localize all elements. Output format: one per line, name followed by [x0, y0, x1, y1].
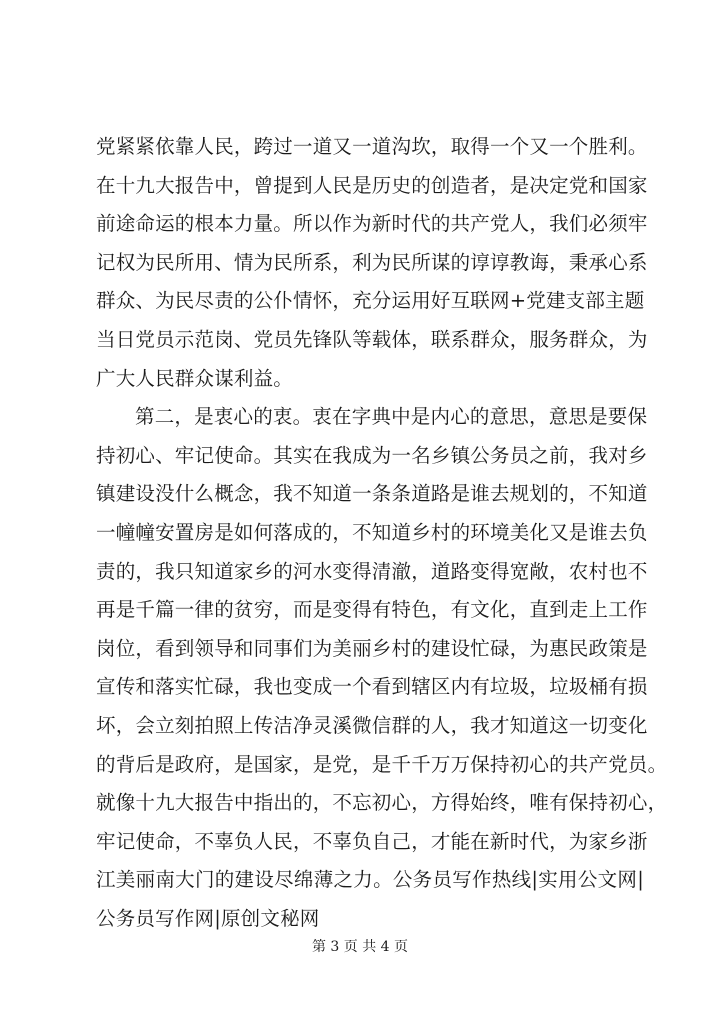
paragraph-2-line: 再是千篇一律的贫穷，而是变得有特色，有文化，直到走上工作: [96, 598, 648, 622]
paragraph-2-line: 镇建设没什么概念，我不知道一条条道路是谁去规划的，不知道: [96, 482, 648, 506]
page-number-footer: 第 3 页 共 4 页: [311, 939, 409, 955]
paragraph-1-line: 前途命运的根本力量。所以作为新时代的共产党人，我们必须牢: [96, 212, 648, 236]
paragraph-2-line: 就像十九大报告中指出的，不忘初心，方得始终，唯有保持初心，: [96, 791, 668, 815]
paragraph-2-line: 宣传和落实忙碌，我也变成一个看到辖区内有垃圾，垃圾桶有损: [96, 675, 648, 699]
paragraph-1-line: 广大人民群众谋利益。: [96, 366, 294, 390]
document-body: [96, 128, 668, 938]
paragraph-2-line: 岗位，看到领导和同事们为美丽乡村的建设忙碌，为惠民政策是: [96, 636, 648, 660]
paragraph-2-line: 江美丽南大门的建设尽绵薄之力。公务员写作热线|实用公文网|: [96, 868, 644, 892]
paragraph-1-line: 群众、为民尽责的公仆情怀，充分运用好互联网+党建支部主题: [96, 289, 645, 313]
paragraph-2-line: 持初心、牢记使命。其实在我成为一名乡镇公务员之前，我对乡: [96, 443, 648, 467]
paragraph-1-line: 记权为民所用、情为民所系，利为民所谋的谆谆教诲，秉承心系: [96, 250, 648, 274]
paragraph-2-line: 坏，会立刻拍照上传洁净灵溪微信群的人，我才知道这一切变化: [96, 713, 648, 737]
paragraph-1-line: 党紧紧依靠人民，跨过一道又一道沟坎，取得一个又一个胜利。: [96, 135, 648, 158]
paragraph-2-line: 责的，我只知道家乡的河水变得清澈，道路变得宽敞，农村也不: [96, 559, 648, 583]
paragraph-1-line: 当日党员示范岗、党员先锋队等载体，联系群众，服务群众，为: [96, 327, 648, 351]
paragraph-2-line: 公务员写作网|原创文秘网: [96, 906, 320, 930]
paragraph-2-line: 一幢幢安置房是如何落成的，不知道乡村的环境美化又是谁去负: [96, 520, 648, 544]
paragraph-1-line: 在十九大报告中，曾提到人民是历史的创造者，是决定党和国家: [96, 173, 648, 197]
paragraph-2-line: 牢记使命，不辜负人民，不辜负自己，才能在新时代，为家乡浙: [96, 829, 648, 853]
paragraph-2-line: 第二，是衷心的衷。衷在字典中是内心的意思，意思是要保: [135, 405, 648, 429]
paragraph-2-line: 的背后是政府，是国家，是党，是千千万万保持初心的共产党员。: [96, 752, 668, 776]
